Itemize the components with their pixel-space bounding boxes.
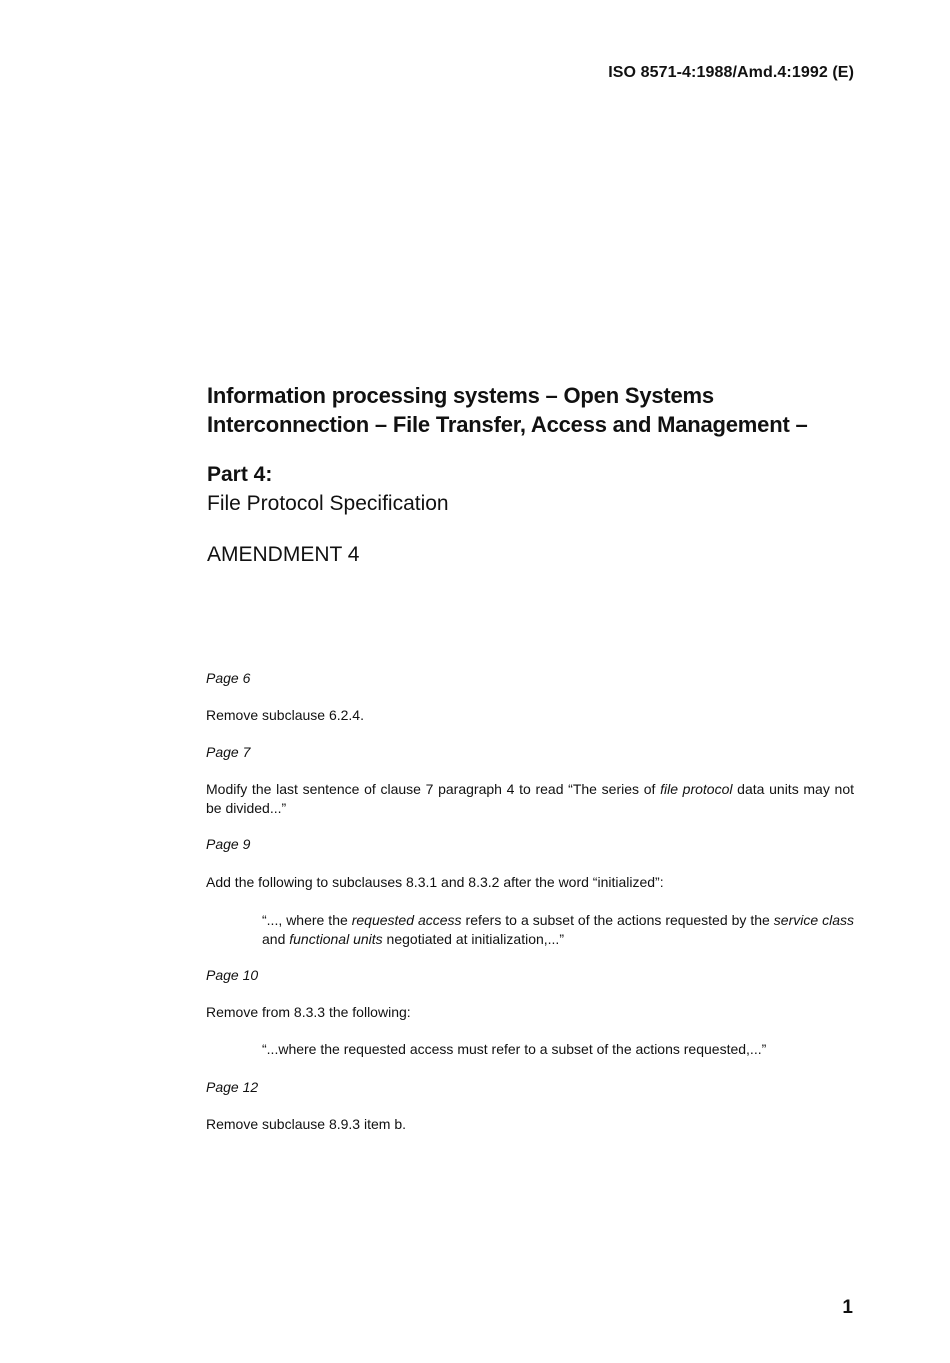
instruction-page-10: Remove from 8.3.3 the following: (206, 1004, 411, 1020)
part-title: File Protocol Specification (207, 492, 449, 515)
quote-page-9-term-requested-access: requested access (351, 912, 462, 928)
instruction-page-7-term: file protocol (660, 781, 733, 797)
quote-page-9-c: refers to a subset of the actions requested by the (461, 912, 774, 928)
page-reference-12: Page 12 (206, 1079, 259, 1095)
page-reference-6: Page 6 (206, 670, 251, 686)
document-reference: ISO 8571-4:1988/Amd.4:1992 (E) (608, 64, 854, 81)
quote-page-9-e: and (262, 931, 290, 947)
document-title (207, 381, 867, 439)
quote-page-9-term-service-class: service class (773, 912, 854, 928)
page-reference-10: Page 10 (206, 967, 259, 983)
quote-page-9 (262, 911, 854, 949)
page-reference-9: Page 9 (206, 836, 251, 852)
page-number: 1 (842, 1297, 853, 1318)
title-line-1: Information processing systems – Open Systems (207, 383, 714, 408)
amendment-label: AMENDMENT 4 (207, 543, 360, 566)
quote-page-9-a: “..., where the (262, 912, 352, 928)
instruction-page-7-text-a: Modify the last sentence of clause 7 paragraph 4 to read “The series of (206, 781, 661, 797)
title-line-2: Interconnection – File Transfer, Access and Management – (207, 412, 808, 437)
quote-page-9-term-functional-units: functional units (289, 931, 383, 947)
quote-page-9-g: negotiated at initialization,...” (382, 931, 564, 947)
instruction-page-9: Add the following to subclauses 8.3.1 and 8.3.2 after the word “initialized”: (206, 874, 664, 890)
page-reference-7: Page 7 (206, 744, 251, 760)
instruction-page-6: Remove subclause 6.2.4. (206, 707, 364, 723)
instruction-page-7-text-c: data units may not be divided...” (206, 781, 854, 816)
instruction-page-12: Remove subclause 8.9.3 item b. (206, 1116, 406, 1132)
quote-page-10: “...where the requested access must refer to a subset of the actions requested,...” (262, 1041, 767, 1057)
instruction-page-7 (206, 780, 854, 818)
part-label: Part 4: (207, 463, 273, 486)
